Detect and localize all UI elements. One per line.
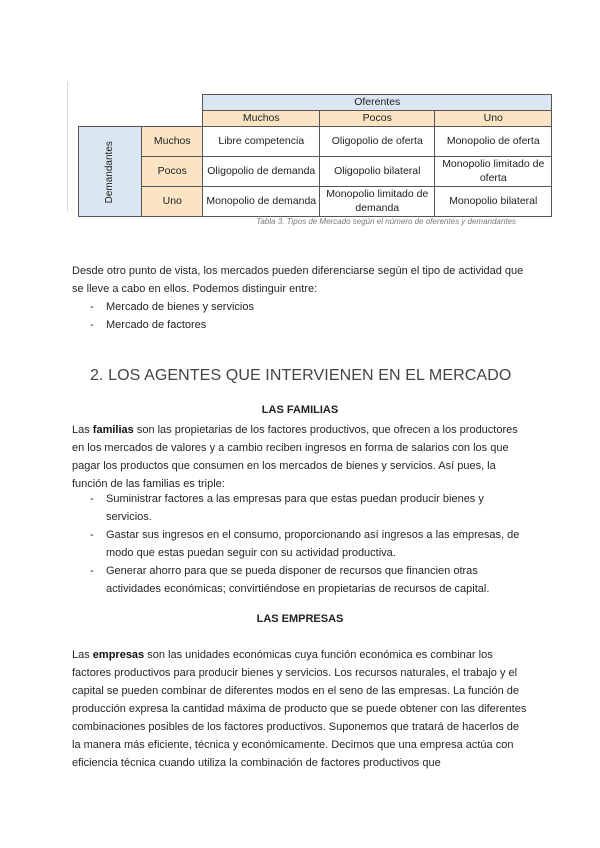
demandantes-header [79, 127, 142, 217]
list-item: - Mercado de bienes y servicios [90, 301, 254, 313]
familias-paragraph: Las familias son las propietarias de los factores productivos, que ofrecen a los productores en los mercados de valores y a cambio reciben ingresos en forma de salarios con los que pagar los productos que consumen en los mercados de bienes y servicios. Así pues, la función de las familias es triple: [72, 424, 518, 490]
empresas-paragraph: Las empresas son las unidades económicas cuya función económica es combinar los factores productivos para producir bienes y servicios. Los recursos naturales, el trabajo y el capital se pueden combinar de diferentes modos en el seno de las empresas. La función de producción expresa la cantidad máxima de producto que se puede obtener con las diferentes combinaciones posibles de los factores productivos. Suponemos que tratará de hacerlos de la manera más eficiente, técnica y económicamente. Decimos que una empresa actúa con eficiencia técnica cuando utiliza la combinación de factores productivos que [72, 649, 527, 769]
demandantes-label: Demandantes [103, 140, 115, 204]
table-cell: Monopolio de demanda [203, 187, 320, 217]
familias-heading: LAS FAMILIAS [261, 404, 339, 416]
list-item: - Suministrar factores a las empresas para que estas puedan producir bienes y servicios. [90, 493, 484, 523]
familias-bold: familias [92, 424, 134, 436]
row-header-uno: Uno [142, 187, 203, 217]
row-header-pocos: Pocos [142, 157, 203, 187]
table-cell: Libre competencia [203, 127, 320, 157]
table-cell: Oligopolio bilateral [320, 157, 435, 187]
col-header-muchos: Muchos [203, 111, 320, 127]
list-item: - Gastar sus ingresos en el consumo, proporcionando así ingresos a las empresas, de modo que estas puedan seguir con su actividad productiva. [90, 529, 520, 559]
market-kinds-list [72, 298, 528, 334]
intro-paragraph: Desde otro punto de vista, los mercados pueden diferenciarse según el tipo de actividad que se lleve a cabo en ellos. Podemos distinguir entre: [72, 265, 524, 295]
table-cell: Monopolio limitado de demanda [320, 187, 435, 217]
table-cell: Oligopolio de oferta [320, 127, 435, 157]
margin-line [67, 82, 68, 212]
empresas-bold: empresas [92, 649, 145, 661]
section-title: 2. LOS AGENTES QUE INTERVIENEN EN EL MERCADO [90, 367, 512, 384]
col-header-pocos: Pocos [320, 111, 435, 127]
row-header-muchos: Muchos [142, 127, 203, 157]
empresas-heading: LAS EMPRESAS [256, 613, 344, 625]
table-caption: Tabla 3. Tipos de Mercado según el número de oferentes y demandantes [256, 217, 516, 226]
oferentes-header: Oferentes [203, 95, 552, 111]
table-cell: Oligopolio de demanda [203, 157, 320, 187]
list-item: - Mercado de factores [90, 319, 207, 331]
market-types-table [78, 94, 552, 217]
table-cell: Monopolio de oferta [435, 127, 552, 157]
table-cell: Monopolio bilateral [435, 187, 552, 217]
list-item: - Generar ahorro para que se pueda disponer de recursos que financien otras actividades económicas; convirtiéndose en propietarias de recursos de capital. [90, 565, 490, 595]
col-header-uno: Uno [435, 111, 552, 127]
familias-functions-list [72, 490, 528, 598]
table-cell: Monopolio limitado de oferta [435, 157, 552, 187]
